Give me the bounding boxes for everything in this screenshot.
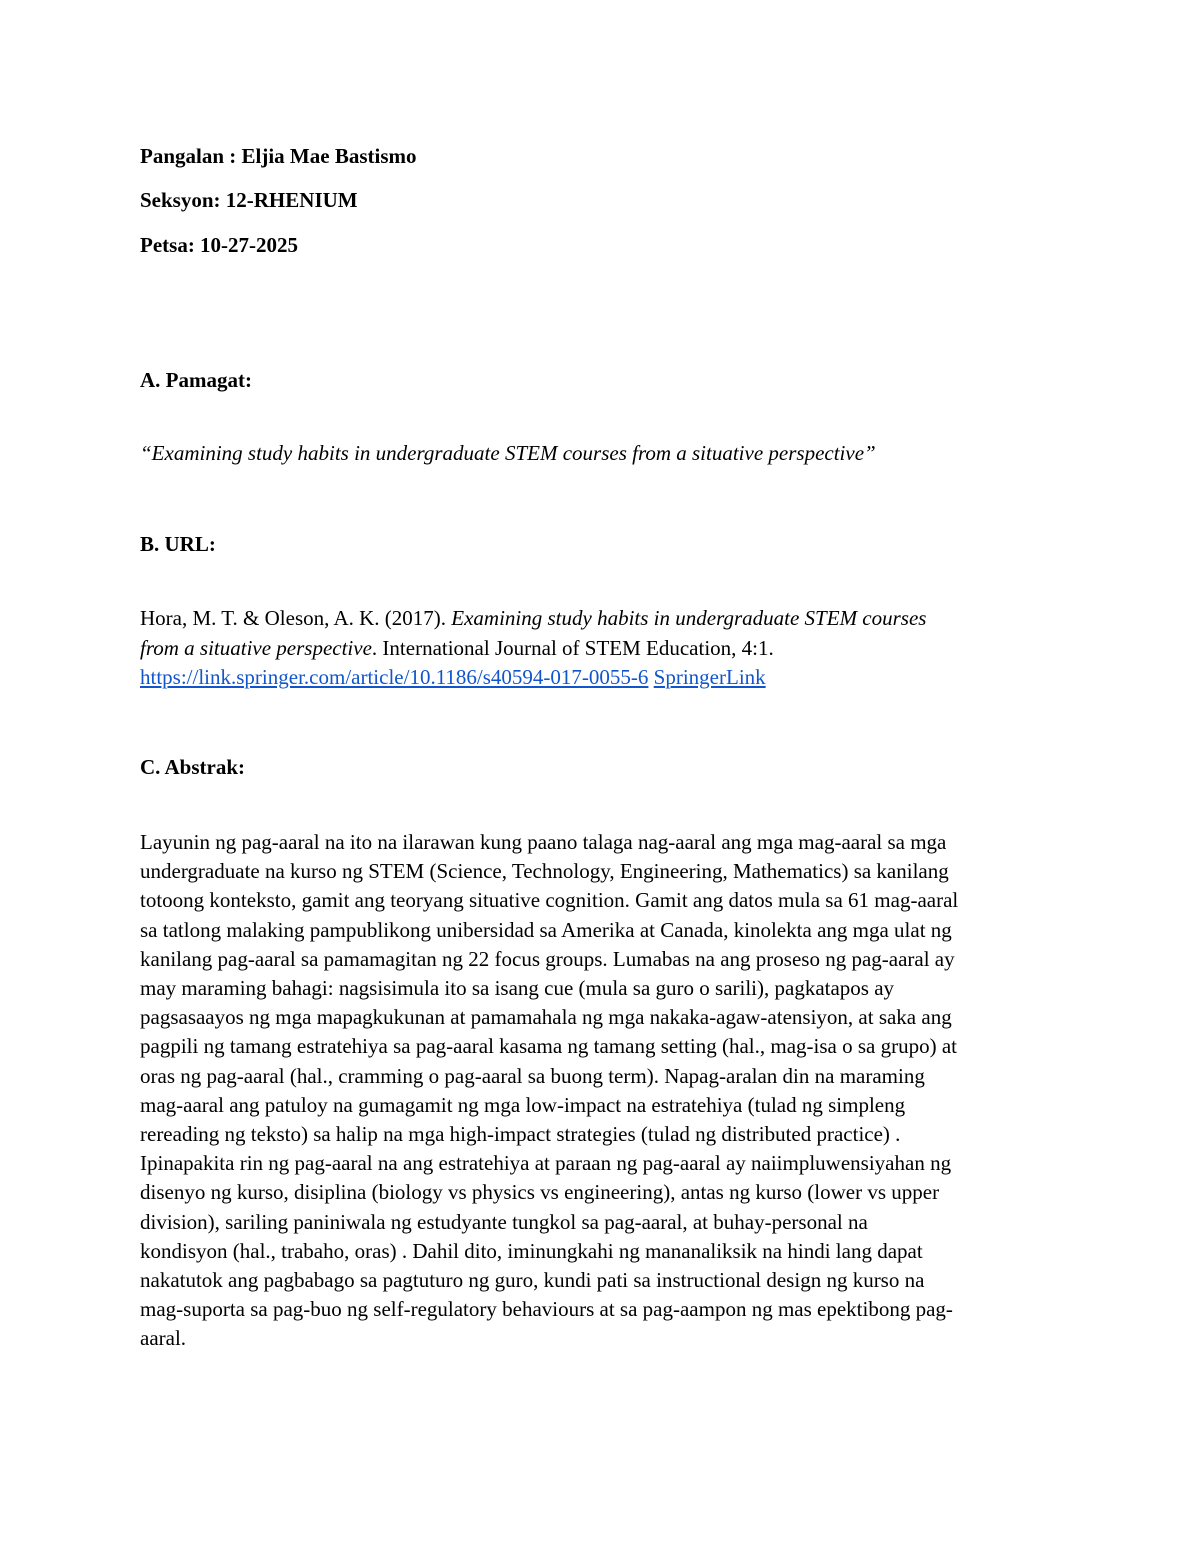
citation-title-part2: from a situative perspective — [140, 635, 372, 660]
name-line: Pangalan : Eljia Mae Bastismo — [140, 144, 417, 168]
section-line: Seksyon: 12-RHENIUM — [140, 188, 358, 212]
abstract-line: aaral. — [140, 1326, 187, 1351]
abstract-line: mag-suporta sa pag-buo ng self-regulatory behaviours at sa pag-aampon ng mas epektibong pag- — [140, 1297, 953, 1322]
citation-authors: Hora, M. T. & Oleson, A. K. (2017). — [140, 606, 452, 630]
citation-block — [140, 604, 1060, 693]
abstract-body — [140, 828, 1070, 1354]
abstract-line: kondisyon (hal., trabaho, oras) . Dahil dito, iminungkahi ng mananaliksik na hindi lang dapat — [140, 1238, 923, 1263]
abstract-line: disenyo ng kurso, disiplina (biology vs physics vs engineering), antas ng kurso (lower vs upper — [140, 1180, 940, 1205]
citation-journal: . International Journal of STEM Education, 4:1. — [371, 635, 774, 660]
abstract-line: Layunin ng pag-aaral na ito na ilarawan kung paano talaga nag-aaral ang mga mag-aaral sa mga — [140, 830, 947, 854]
citation-line-3 — [140, 663, 1060, 693]
abstract-line: nakatutok ang pagbabago sa pagtuturo ng guro, kundi pati sa instructional design ng kurso na — [140, 1268, 925, 1293]
pamagat-heading: A. Pamagat: — [140, 368, 252, 392]
abstract-line: Ipinapakita rin ng pag-aaral na ang estratehiya at paraan ng pag-aaral ay naiimpluwensiyahan ng — [140, 1151, 952, 1176]
abstract-line: pagpili ng tamang estratehiya sa pag-aaral kasama ng tamang setting (hal., mag-isa o sa grupo) at — [140, 1034, 957, 1059]
abstract-line: may maraming bahagi: nagsisimula ito sa isang cue (mula sa guro o sarili), pagkatapos ay — [140, 976, 895, 1001]
abstract-line: rereading ng teksto) sa halip na mga high-impact strategies (tulad ng distributed practice) . — [140, 1122, 901, 1147]
citation-title-part1: Examining study habits in undergraduate STEM courses — [451, 606, 927, 630]
abstract-line: mag-aaral ang patuloy na gumagamit ng mga low-impact na estratehiya (tulad ng simpleng — [140, 1092, 906, 1117]
springerlink-link[interactable]: SpringerLink — [653, 665, 766, 689]
citation-line-2 — [140, 634, 1060, 664]
abstrak-heading: C. Abstrak: — [140, 755, 246, 779]
citation-line-1 — [140, 604, 1060, 634]
article-link[interactable]: https://link.springer.com/article/10.1186/s40594-017-0055-6 — [140, 665, 649, 689]
abstract-line: division), sariling paniniwala ng estudyante tungkol sa pag-aaral, at buhay-personal na — [140, 1209, 868, 1234]
abstract-line: kanilang pag-aaral sa pamamagitan ng 22 focus groups. Lumabas na ang proseso ng pag-aaral ay — [140, 946, 955, 971]
abstract-line: undergraduate na kurso ng STEM (Science, Technology, Engineering, Mathematics) sa kanilang — [140, 859, 949, 884]
abstract-line: totoong konteksto, gamit ang teoryang situative cognition. Gamit ang datos mula sa 61 mag-aaral — [140, 888, 959, 913]
abstract-line: sa tatlong malaking pampublikong unibersidad sa Amerika at Canada, kinolekta ang mga ulat ng — [140, 917, 952, 942]
url-heading: B. URL: — [140, 532, 216, 556]
abstract-line: oras ng pag-aaral (hal., cramming o pag-aaral sa buong term). Napag-aralan din na maraming — [140, 1063, 925, 1088]
date-line: Petsa: 10-27-2025 — [140, 233, 299, 257]
abstract-line: pagsasaayos ng mga mapagkukunan at pamamahala ng mga nakaka-agaw-atensiyon, at saka ang — [140, 1005, 952, 1030]
research-title: “Examining study habits in undergraduate STEM courses from a situative perspective” — [140, 441, 876, 465]
